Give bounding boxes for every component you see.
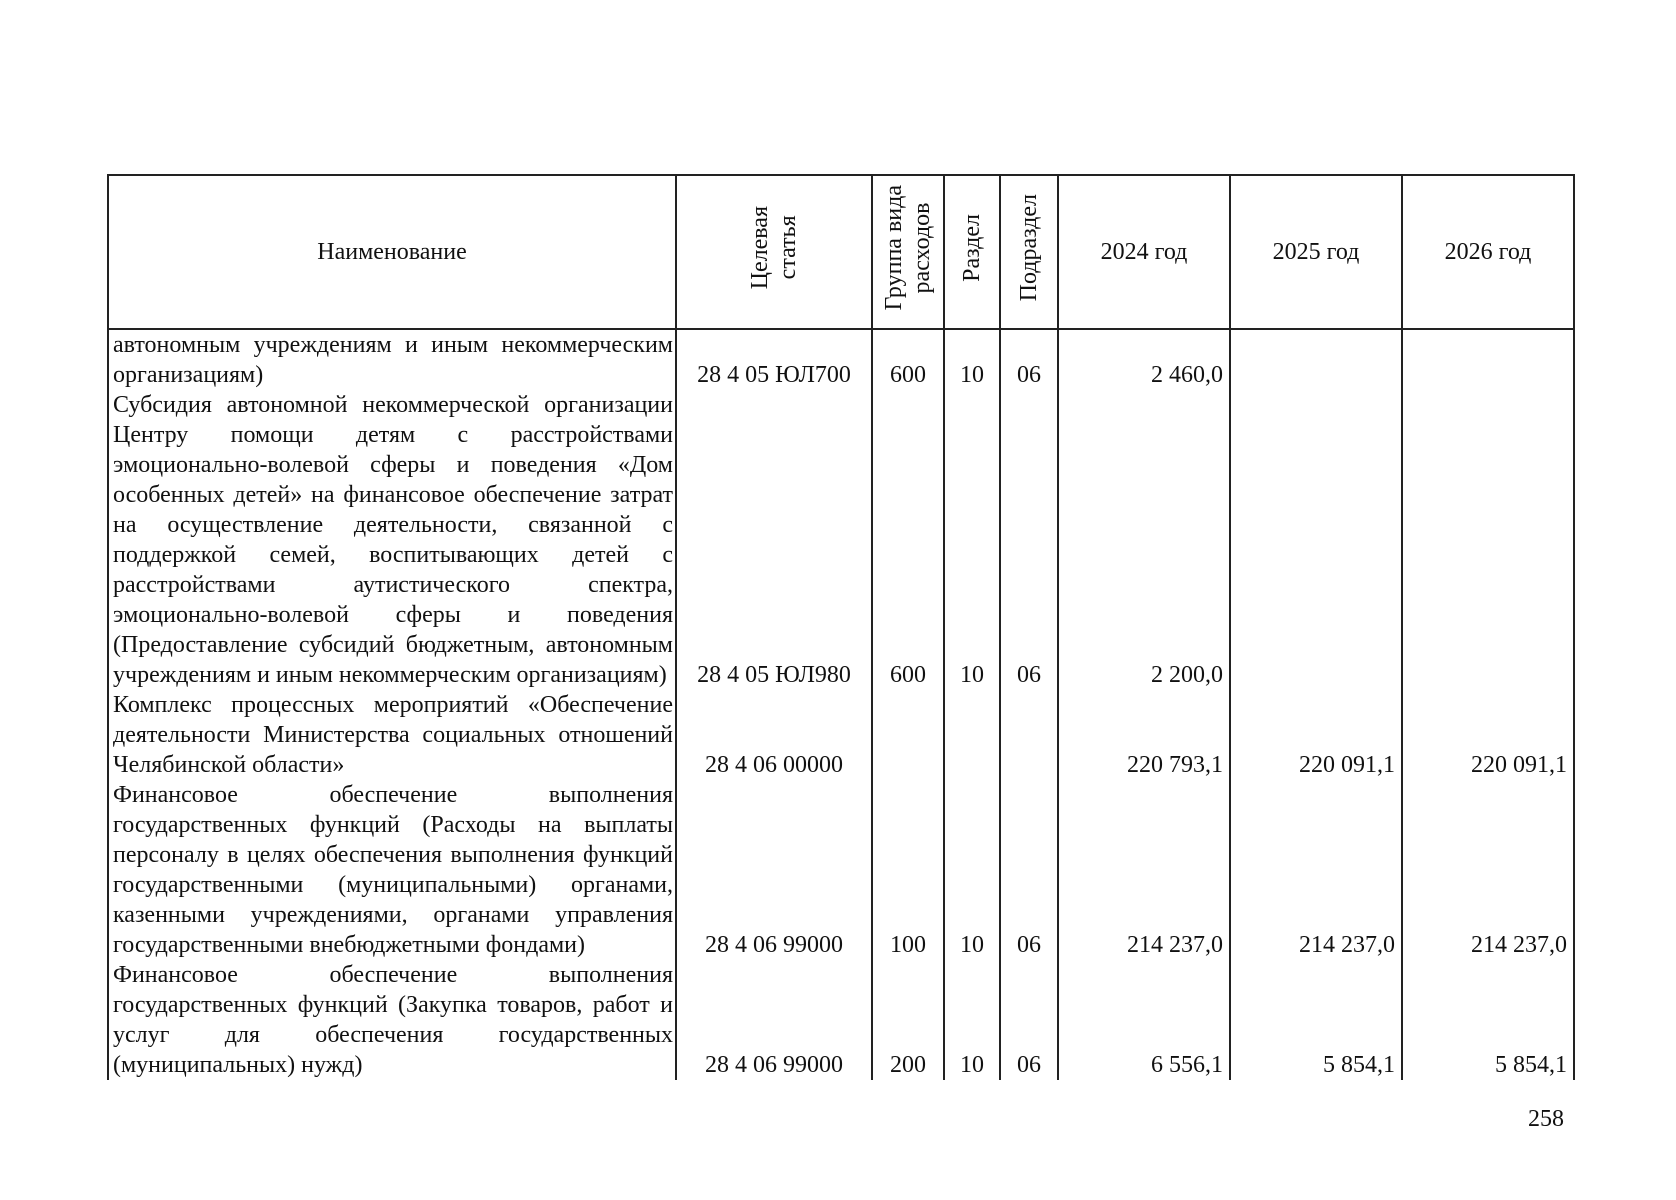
header-2025: 2025 год — [1230, 175, 1402, 329]
row-2025 — [1230, 329, 1402, 390]
row-2025: 214 237,0 — [1230, 780, 1402, 960]
table-row — [108, 329, 1574, 390]
header-expense-group: Группа вида расходов — [872, 175, 944, 329]
row-2024: 214 237,0 — [1058, 780, 1230, 960]
row-2026 — [1402, 390, 1574, 690]
row-2026: 5 854,1 — [1402, 960, 1574, 1080]
row-article: 28 4 05 ЮЛ700 — [676, 329, 872, 390]
row-2025 — [1230, 390, 1402, 690]
header-section: Раздел — [944, 175, 1000, 329]
page-number: 258 — [1528, 1106, 1564, 1132]
row-section: 10 — [944, 960, 1000, 1080]
row-subsection: 06 — [1000, 329, 1058, 390]
row-2026 — [1402, 329, 1574, 390]
row-article: 28 4 06 99000 — [676, 960, 872, 1080]
row-group: 600 — [872, 329, 944, 390]
row-subsection — [1000, 690, 1058, 780]
row-group: 600 — [872, 390, 944, 690]
table-row — [108, 960, 1574, 1080]
row-group — [872, 690, 944, 780]
row-group: 100 — [872, 780, 944, 960]
row-group: 200 — [872, 960, 944, 1080]
row-subsection: 06 — [1000, 780, 1058, 960]
row-2026: 220 091,1 — [1402, 690, 1574, 780]
row-article: 28 4 05 ЮЛ980 — [676, 390, 872, 690]
header-name: Наименование — [108, 175, 676, 329]
row-section — [944, 690, 1000, 780]
row-article: 28 4 06 00000 — [676, 690, 872, 780]
row-2026: 214 237,0 — [1402, 780, 1574, 960]
header-2026: 2026 год — [1402, 175, 1574, 329]
table-row — [108, 780, 1574, 960]
header-target-article: Целевая статья — [676, 175, 872, 329]
budget-table — [107, 174, 1575, 1080]
row-2025: 5 854,1 — [1230, 960, 1402, 1080]
row-2024: 6 556,1 — [1058, 960, 1230, 1080]
row-name: Субсидия автономной некоммерческой организации Центру помощи детям с расстройствами эмоционально-волевой сферы и поведения «Дом особенных детей» на финансовое обеспечение затрат на осуществление деятельности, связанной с поддержкой семей, воспитывающих детей с расстройствами аутистического спектра, эмоционально-волевой сферы и поведения (Предоставление субсидий бюджетным, автономным учреждениям и иным некоммерческим организациям) — [108, 390, 676, 690]
row-2024: 2 460,0 — [1058, 329, 1230, 390]
table-header-row — [108, 175, 1574, 329]
row-article: 28 4 06 99000 — [676, 780, 872, 960]
table-row — [108, 690, 1574, 780]
row-name: Финансовое обеспечение выполнения государственных функций (Расходы на выплаты персоналу в целях обеспечения выполнения функций государственными (муниципальными) органами, казенными учреждениями, органами управления государственными внебюджетными фондами) — [108, 780, 676, 960]
row-subsection: 06 — [1000, 960, 1058, 1080]
row-name: Комплекс процессных мероприятий «Обеспечение деятельности Министерства социальных отношений Челябинской области» — [108, 690, 676, 780]
row-2025: 220 091,1 — [1230, 690, 1402, 780]
row-section: 10 — [944, 329, 1000, 390]
row-name: автономным учреждениям и иным некоммерческим организациям) — [108, 329, 676, 390]
row-2024: 2 200,0 — [1058, 390, 1230, 690]
row-name: Финансовое обеспечение выполнения государственных функций (Закупка товаров, работ и услуг для обеспечения государственных (муниципальных) нужд) — [108, 960, 676, 1080]
header-subsection: Подраздел — [1000, 175, 1058, 329]
table-row — [108, 390, 1574, 690]
row-2024: 220 793,1 — [1058, 690, 1230, 780]
row-section: 10 — [944, 780, 1000, 960]
row-subsection: 06 — [1000, 390, 1058, 690]
header-2024: 2024 год — [1058, 175, 1230, 329]
row-section: 10 — [944, 390, 1000, 690]
